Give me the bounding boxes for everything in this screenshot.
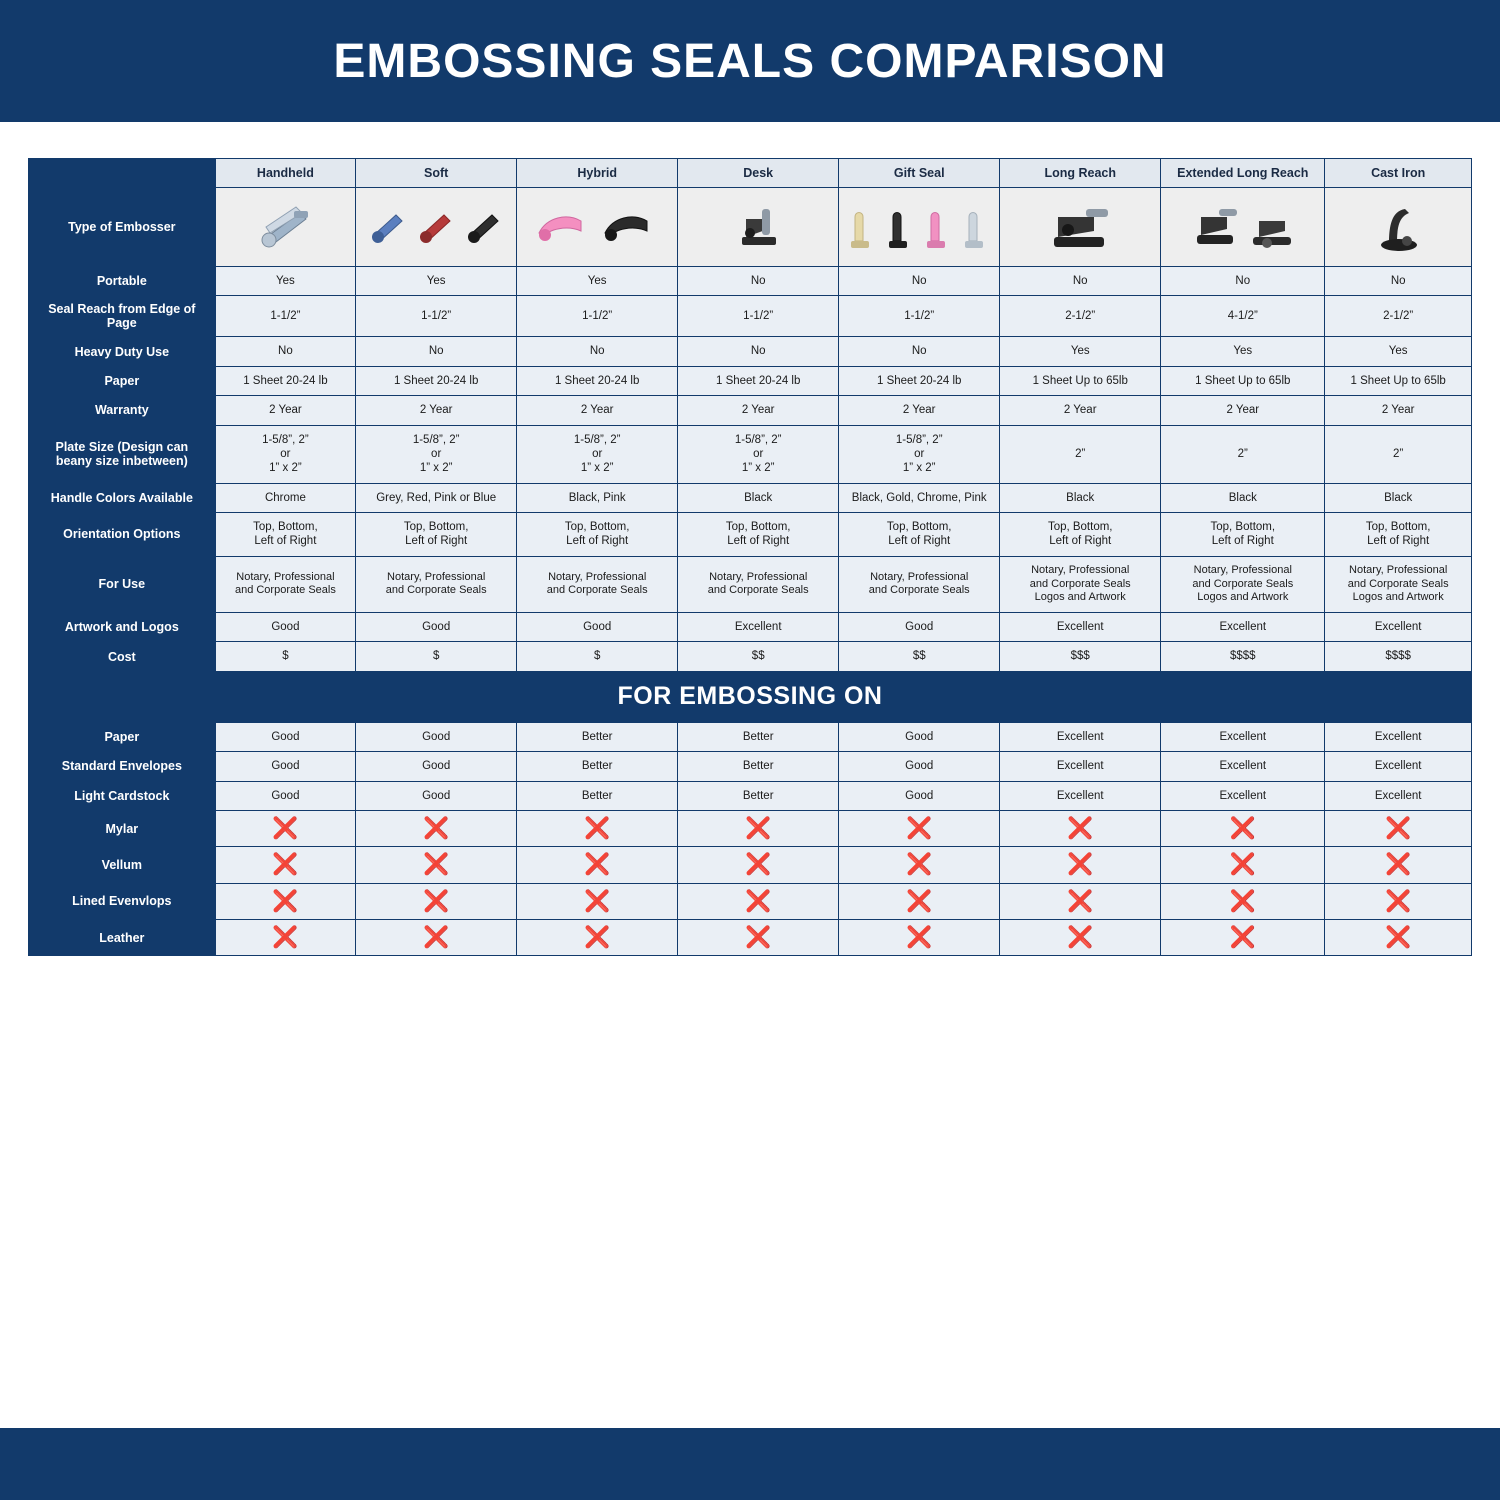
cell-warranty-gift-seal: 2 Year xyxy=(839,396,1000,425)
cell-heavy-duty-extended-long-reach: Yes xyxy=(1161,337,1325,366)
column-header-extended-long-reach: Extended Long Reach xyxy=(1161,159,1325,188)
table-row xyxy=(29,556,1472,612)
cell-portable-hybrid: Yes xyxy=(517,267,678,296)
cell-plate-size-desk: 1-5/8”, 2” or 1” x 2” xyxy=(678,425,839,483)
cell-for-use-long-reach: Notary, Professional and Corporate Seals Logos and Artwork xyxy=(1000,556,1161,612)
cell-card-gift-seal: Good xyxy=(839,781,1000,810)
cell-paper-gift-seal: 1 Sheet 20-24 lb xyxy=(839,366,1000,395)
cell-paper-cast-iron: 1 Sheet Up to 65lb xyxy=(1325,366,1472,395)
page-title: EMBOSSING SEALS COMPARISON xyxy=(333,34,1167,88)
cell-leather-long-reach xyxy=(1000,920,1161,956)
row-label-seal-reach: Seal Reach from Edge of Page xyxy=(29,296,216,337)
x-icon: ❌ xyxy=(1385,853,1412,877)
table-row xyxy=(29,613,1472,642)
cell-lined-soft xyxy=(356,883,517,919)
x-icon: ❌ xyxy=(584,853,611,877)
cell-mylar-cast-iron xyxy=(1325,810,1472,846)
cell-plate-size-gift-seal: 1-5/8”, 2” or 1” x 2” xyxy=(839,425,1000,483)
cell-orientation-desk: Top, Bottom, Left of Right xyxy=(678,513,839,557)
cell-heavy-duty-gift-seal: No xyxy=(839,337,1000,366)
cell-plate-size-long-reach: 2” xyxy=(1000,425,1161,483)
x-icon: ❌ xyxy=(1067,816,1094,840)
cell-env-extended-long-reach: Excellent xyxy=(1161,752,1325,781)
cell-emb-paper-long-reach: Excellent xyxy=(1000,722,1161,751)
cell-seal-reach-desk: 1-1/2” xyxy=(678,296,839,337)
row-label-standard-envelopes: Standard Envelopes xyxy=(29,752,216,781)
cell-env-cast-iron: Excellent xyxy=(1325,752,1472,781)
table-row xyxy=(29,722,1472,751)
x-icon: ❌ xyxy=(1229,889,1256,913)
row-label-orientation-options: Orientation Options xyxy=(29,513,216,557)
cell-emb-paper-soft: Good xyxy=(356,722,517,751)
cell-for-use-desk: Notary, Professional and Corporate Seals xyxy=(678,556,839,612)
cell-portable-gift-seal: No xyxy=(839,267,1000,296)
cell-orientation-handheld: Top, Bottom, Left of Right xyxy=(215,513,356,557)
cell-for-use-soft: Notary, Professional and Corporate Seals xyxy=(356,556,517,612)
table-row xyxy=(29,883,1472,919)
x-icon: ❌ xyxy=(1067,889,1094,913)
table-row xyxy=(29,188,1472,267)
cell-warranty-hybrid: 2 Year xyxy=(517,396,678,425)
cell-orientation-long-reach: Top, Bottom, Left of Right xyxy=(1000,513,1161,557)
x-icon: ❌ xyxy=(1067,926,1094,949)
cell-lined-extended-long-reach xyxy=(1161,883,1325,919)
table-row xyxy=(29,396,1472,425)
cell-artwork-long-reach: Excellent xyxy=(1000,613,1161,642)
row-label-embossing-paper: Paper xyxy=(29,722,216,751)
cell-orientation-cast-iron: Top, Bottom, Left of Right xyxy=(1325,513,1472,557)
cell-handle-colors-handheld: Chrome xyxy=(215,483,356,512)
row-label-lined-envenvlops: Lined Evenvlops xyxy=(29,883,216,919)
row-label-paper: Paper xyxy=(29,366,216,395)
cell-seal-reach-gift-seal: 1-1/2” xyxy=(839,296,1000,337)
cell-vellum-cast-iron xyxy=(1325,847,1472,883)
table-row xyxy=(29,366,1472,395)
embosser-image-desk xyxy=(678,188,839,267)
cell-portable-cast-iron: No xyxy=(1325,267,1472,296)
embosser-image-hybrid xyxy=(517,188,678,267)
table-row xyxy=(29,920,1472,956)
row-label-warranty: Warranty xyxy=(29,396,216,425)
cell-orientation-soft: Top, Bottom, Left of Right xyxy=(356,513,517,557)
cell-for-use-cast-iron: Notary, Professional and Corporate Seals Logos and Artwork xyxy=(1325,556,1472,612)
table-header-row xyxy=(29,159,1472,188)
cell-heavy-duty-cast-iron: Yes xyxy=(1325,337,1472,366)
cell-leather-desk xyxy=(678,920,839,956)
cell-mylar-long-reach xyxy=(1000,810,1161,846)
row-label-light-cardstock: Light Cardstock xyxy=(29,781,216,810)
row-label-leather: Leather xyxy=(29,920,216,956)
x-icon: ❌ xyxy=(1229,853,1256,877)
x-icon: ❌ xyxy=(272,853,299,877)
x-icon: ❌ xyxy=(1385,889,1412,913)
cell-artwork-gift-seal: Good xyxy=(839,613,1000,642)
cell-portable-desk: No xyxy=(678,267,839,296)
cell-card-handheld: Good xyxy=(215,781,356,810)
cell-warranty-soft: 2 Year xyxy=(356,396,517,425)
cell-leather-cast-iron xyxy=(1325,920,1472,956)
cell-heavy-duty-desk: No xyxy=(678,337,839,366)
cell-card-cast-iron: Excellent xyxy=(1325,781,1472,810)
cell-paper-handheld: 1 Sheet 20-24 lb xyxy=(215,366,356,395)
cell-seal-reach-extended-long-reach: 4-1/2” xyxy=(1161,296,1325,337)
cell-handle-colors-extended-long-reach: Black xyxy=(1161,483,1325,512)
cell-emb-paper-extended-long-reach: Excellent xyxy=(1161,722,1325,751)
cell-paper-soft: 1 Sheet 20-24 lb xyxy=(356,366,517,395)
cell-orientation-extended-long-reach: Top, Bottom, Left of Right xyxy=(1161,513,1325,557)
cell-mylar-extended-long-reach xyxy=(1161,810,1325,846)
column-header-cast-iron: Cast Iron xyxy=(1325,159,1472,188)
x-icon: ❌ xyxy=(272,926,299,949)
cell-handle-colors-hybrid: Black, Pink xyxy=(517,483,678,512)
cell-portable-extended-long-reach: No xyxy=(1161,267,1325,296)
cell-paper-desk: 1 Sheet 20-24 lb xyxy=(678,366,839,395)
embosser-image-soft xyxy=(356,188,517,267)
cell-mylar-gift-seal xyxy=(839,810,1000,846)
x-icon: ❌ xyxy=(423,816,450,840)
cell-handle-colors-long-reach: Black xyxy=(1000,483,1161,512)
column-header-handheld: Handheld xyxy=(215,159,356,188)
content-area xyxy=(0,128,1500,1428)
cell-for-use-extended-long-reach: Notary, Professional and Corporate Seals Logos and Artwork xyxy=(1161,556,1325,612)
cell-emb-paper-gift-seal: Good xyxy=(839,722,1000,751)
x-icon: ❌ xyxy=(1229,816,1256,840)
x-icon: ❌ xyxy=(423,926,450,949)
cell-mylar-desk xyxy=(678,810,839,846)
embosser-image-extended-long-reach xyxy=(1161,188,1325,267)
cell-for-use-gift-seal: Notary, Professional and Corporate Seals xyxy=(839,556,1000,612)
table-row xyxy=(29,483,1472,512)
row-label-heavy-duty-use: Heavy Duty Use xyxy=(29,337,216,366)
table-row xyxy=(29,752,1472,781)
x-icon: ❌ xyxy=(906,926,933,949)
cell-env-desk: Better xyxy=(678,752,839,781)
cell-plate-size-extended-long-reach: 2” xyxy=(1161,425,1325,483)
section-banner-row xyxy=(29,671,1472,722)
cell-warranty-extended-long-reach: 2 Year xyxy=(1161,396,1325,425)
cell-artwork-soft: Good xyxy=(356,613,517,642)
cell-lined-handheld xyxy=(215,883,356,919)
x-icon: ❌ xyxy=(1385,816,1412,840)
column-header-hybrid: Hybrid xyxy=(517,159,678,188)
x-icon: ❌ xyxy=(1229,926,1256,949)
cell-vellum-extended-long-reach xyxy=(1161,847,1325,883)
column-header-desk: Desk xyxy=(678,159,839,188)
cell-handle-colors-gift-seal: Black, Gold, Chrome, Pink xyxy=(839,483,1000,512)
cell-vellum-handheld xyxy=(215,847,356,883)
embosser-image-long-reach xyxy=(1000,188,1161,267)
cell-for-use-hybrid: Notary, Professional and Corporate Seals xyxy=(517,556,678,612)
table-row xyxy=(29,781,1472,810)
cell-lined-desk xyxy=(678,883,839,919)
cell-seal-reach-long-reach: 2-1/2” xyxy=(1000,296,1161,337)
cell-vellum-long-reach xyxy=(1000,847,1161,883)
cell-portable-soft: Yes xyxy=(356,267,517,296)
cell-card-long-reach: Excellent xyxy=(1000,781,1161,810)
cell-handle-colors-desk: Black xyxy=(678,483,839,512)
cell-seal-reach-soft: 1-1/2” xyxy=(356,296,517,337)
table-row xyxy=(29,296,1472,337)
table-body xyxy=(29,188,1472,956)
table-row xyxy=(29,267,1472,296)
cell-cost-long-reach: $$$ xyxy=(1000,642,1161,671)
cell-cost-desk: $$ xyxy=(678,642,839,671)
cell-leather-gift-seal xyxy=(839,920,1000,956)
column-header-gift-seal: Gift Seal xyxy=(839,159,1000,188)
comparison-table xyxy=(28,158,1472,956)
row-label-cost: Cost xyxy=(29,642,216,671)
cell-artwork-hybrid: Good xyxy=(517,613,678,642)
x-icon: ❌ xyxy=(906,889,933,913)
cell-seal-reach-handheld: 1-1/2” xyxy=(215,296,356,337)
cell-leather-extended-long-reach xyxy=(1161,920,1325,956)
cell-orientation-hybrid: Top, Bottom, Left of Right xyxy=(517,513,678,557)
cell-plate-size-soft: 1-5/8”, 2” or 1” x 2” xyxy=(356,425,517,483)
cell-lined-cast-iron xyxy=(1325,883,1472,919)
cell-env-long-reach: Excellent xyxy=(1000,752,1161,781)
cell-paper-hybrid: 1 Sheet 20-24 lb xyxy=(517,366,678,395)
cell-env-soft: Good xyxy=(356,752,517,781)
cell-card-hybrid: Better xyxy=(517,781,678,810)
cell-cost-gift-seal: $$ xyxy=(839,642,1000,671)
cell-portable-long-reach: No xyxy=(1000,267,1161,296)
row-label-for-use: For Use xyxy=(29,556,216,612)
cell-seal-reach-hybrid: 1-1/2” xyxy=(517,296,678,337)
cell-warranty-cast-iron: 2 Year xyxy=(1325,396,1472,425)
table-row xyxy=(29,810,1472,846)
cell-vellum-desk xyxy=(678,847,839,883)
x-icon: ❌ xyxy=(745,853,772,877)
x-icon: ❌ xyxy=(584,926,611,949)
x-icon: ❌ xyxy=(1067,853,1094,877)
cell-paper-extended-long-reach: 1 Sheet Up to 65lb xyxy=(1161,366,1325,395)
cell-paper-long-reach: 1 Sheet Up to 65lb xyxy=(1000,366,1161,395)
cell-orientation-gift-seal: Top, Bottom, Left of Right xyxy=(839,513,1000,557)
row-label-vellum: Vellum xyxy=(29,847,216,883)
cell-emb-paper-cast-iron: Excellent xyxy=(1325,722,1472,751)
cell-mylar-handheld xyxy=(215,810,356,846)
cell-cost-hybrid: $ xyxy=(517,642,678,671)
cell-warranty-long-reach: 2 Year xyxy=(1000,396,1161,425)
embosser-image-cast-iron xyxy=(1325,188,1472,267)
footer-divider xyxy=(28,970,1472,975)
x-icon: ❌ xyxy=(423,853,450,877)
cell-mylar-hybrid xyxy=(517,810,678,846)
cell-card-extended-long-reach: Excellent xyxy=(1161,781,1325,810)
cell-warranty-handheld: 2 Year xyxy=(215,396,356,425)
cell-leather-soft xyxy=(356,920,517,956)
cell-vellum-soft xyxy=(356,847,517,883)
row-label-handle-colors: Handle Colors Available xyxy=(29,483,216,512)
cell-seal-reach-cast-iron: 2-1/2” xyxy=(1325,296,1472,337)
table-row xyxy=(29,425,1472,483)
table-row xyxy=(29,337,1472,366)
cell-cost-cast-iron: $$$$ xyxy=(1325,642,1472,671)
cell-plate-size-cast-iron: 2” xyxy=(1325,425,1472,483)
embosser-image-gift-seal xyxy=(839,188,1000,267)
page-header xyxy=(0,0,1500,122)
cell-warranty-desk: 2 Year xyxy=(678,396,839,425)
cell-mylar-soft xyxy=(356,810,517,846)
cell-for-use-handheld: Notary, Professional and Corporate Seals xyxy=(215,556,356,612)
cell-leather-hybrid xyxy=(517,920,678,956)
x-icon: ❌ xyxy=(906,816,933,840)
cell-artwork-handheld: Good xyxy=(215,613,356,642)
cell-card-desk: Better xyxy=(678,781,839,810)
cell-heavy-duty-soft: No xyxy=(356,337,517,366)
cell-lined-gift-seal xyxy=(839,883,1000,919)
cell-env-handheld: Good xyxy=(215,752,356,781)
embosser-image-handheld xyxy=(215,188,356,267)
cell-handle-colors-cast-iron: Black xyxy=(1325,483,1472,512)
x-icon: ❌ xyxy=(906,853,933,877)
cell-heavy-duty-handheld: No xyxy=(215,337,356,366)
cell-cost-handheld: $ xyxy=(215,642,356,671)
cell-vellum-gift-seal xyxy=(839,847,1000,883)
column-header-long-reach: Long Reach xyxy=(1000,159,1161,188)
row-label-mylar: Mylar xyxy=(29,810,216,846)
row-label-artwork-and-logos: Artwork and Logos xyxy=(29,613,216,642)
cell-vellum-hybrid xyxy=(517,847,678,883)
cell-env-gift-seal: Good xyxy=(839,752,1000,781)
cell-heavy-duty-hybrid: No xyxy=(517,337,678,366)
cell-emb-paper-desk: Better xyxy=(678,722,839,751)
cell-lined-hybrid xyxy=(517,883,678,919)
x-icon: ❌ xyxy=(745,816,772,840)
cell-lined-long-reach xyxy=(1000,883,1161,919)
x-icon: ❌ xyxy=(584,889,611,913)
cell-portable-handheld: Yes xyxy=(215,267,356,296)
x-icon: ❌ xyxy=(745,926,772,949)
cell-emb-paper-hybrid: Better xyxy=(517,722,678,751)
cell-artwork-cast-iron: Excellent xyxy=(1325,613,1472,642)
x-icon: ❌ xyxy=(272,889,299,913)
cell-emb-paper-handheld: Good xyxy=(215,722,356,751)
row-label-header xyxy=(29,159,216,188)
cell-card-soft: Good xyxy=(356,781,517,810)
column-header-soft: Soft xyxy=(356,159,517,188)
cell-cost-extended-long-reach: $$$$ xyxy=(1161,642,1325,671)
cell-artwork-desk: Excellent xyxy=(678,613,839,642)
x-icon: ❌ xyxy=(272,816,299,840)
section-banner-for-embossing-on: FOR EMBOSSING ON xyxy=(29,671,1472,722)
table-row xyxy=(29,513,1472,557)
table-row xyxy=(29,847,1472,883)
table-row xyxy=(29,642,1472,671)
x-icon: ❌ xyxy=(423,889,450,913)
cell-plate-size-hybrid: 1-5/8”, 2” or 1” x 2” xyxy=(517,425,678,483)
x-icon: ❌ xyxy=(745,889,772,913)
cell-cost-soft: $ xyxy=(356,642,517,671)
row-label-type-of-embosser: Type of Embosser xyxy=(29,188,216,267)
x-icon: ❌ xyxy=(584,816,611,840)
cell-env-hybrid: Better xyxy=(517,752,678,781)
x-icon: ❌ xyxy=(1385,926,1412,949)
cell-artwork-extended-long-reach: Excellent xyxy=(1161,613,1325,642)
cell-plate-size-handheld: 1-5/8”, 2” or 1” x 2” xyxy=(215,425,356,483)
row-label-portable: Portable xyxy=(29,267,216,296)
cell-leather-handheld xyxy=(215,920,356,956)
cell-heavy-duty-long-reach: Yes xyxy=(1000,337,1161,366)
row-label-plate-size: Plate Size (Design can beany size inbetween) xyxy=(29,425,216,483)
cell-handle-colors-soft: Grey, Red, Pink or Blue xyxy=(356,483,517,512)
